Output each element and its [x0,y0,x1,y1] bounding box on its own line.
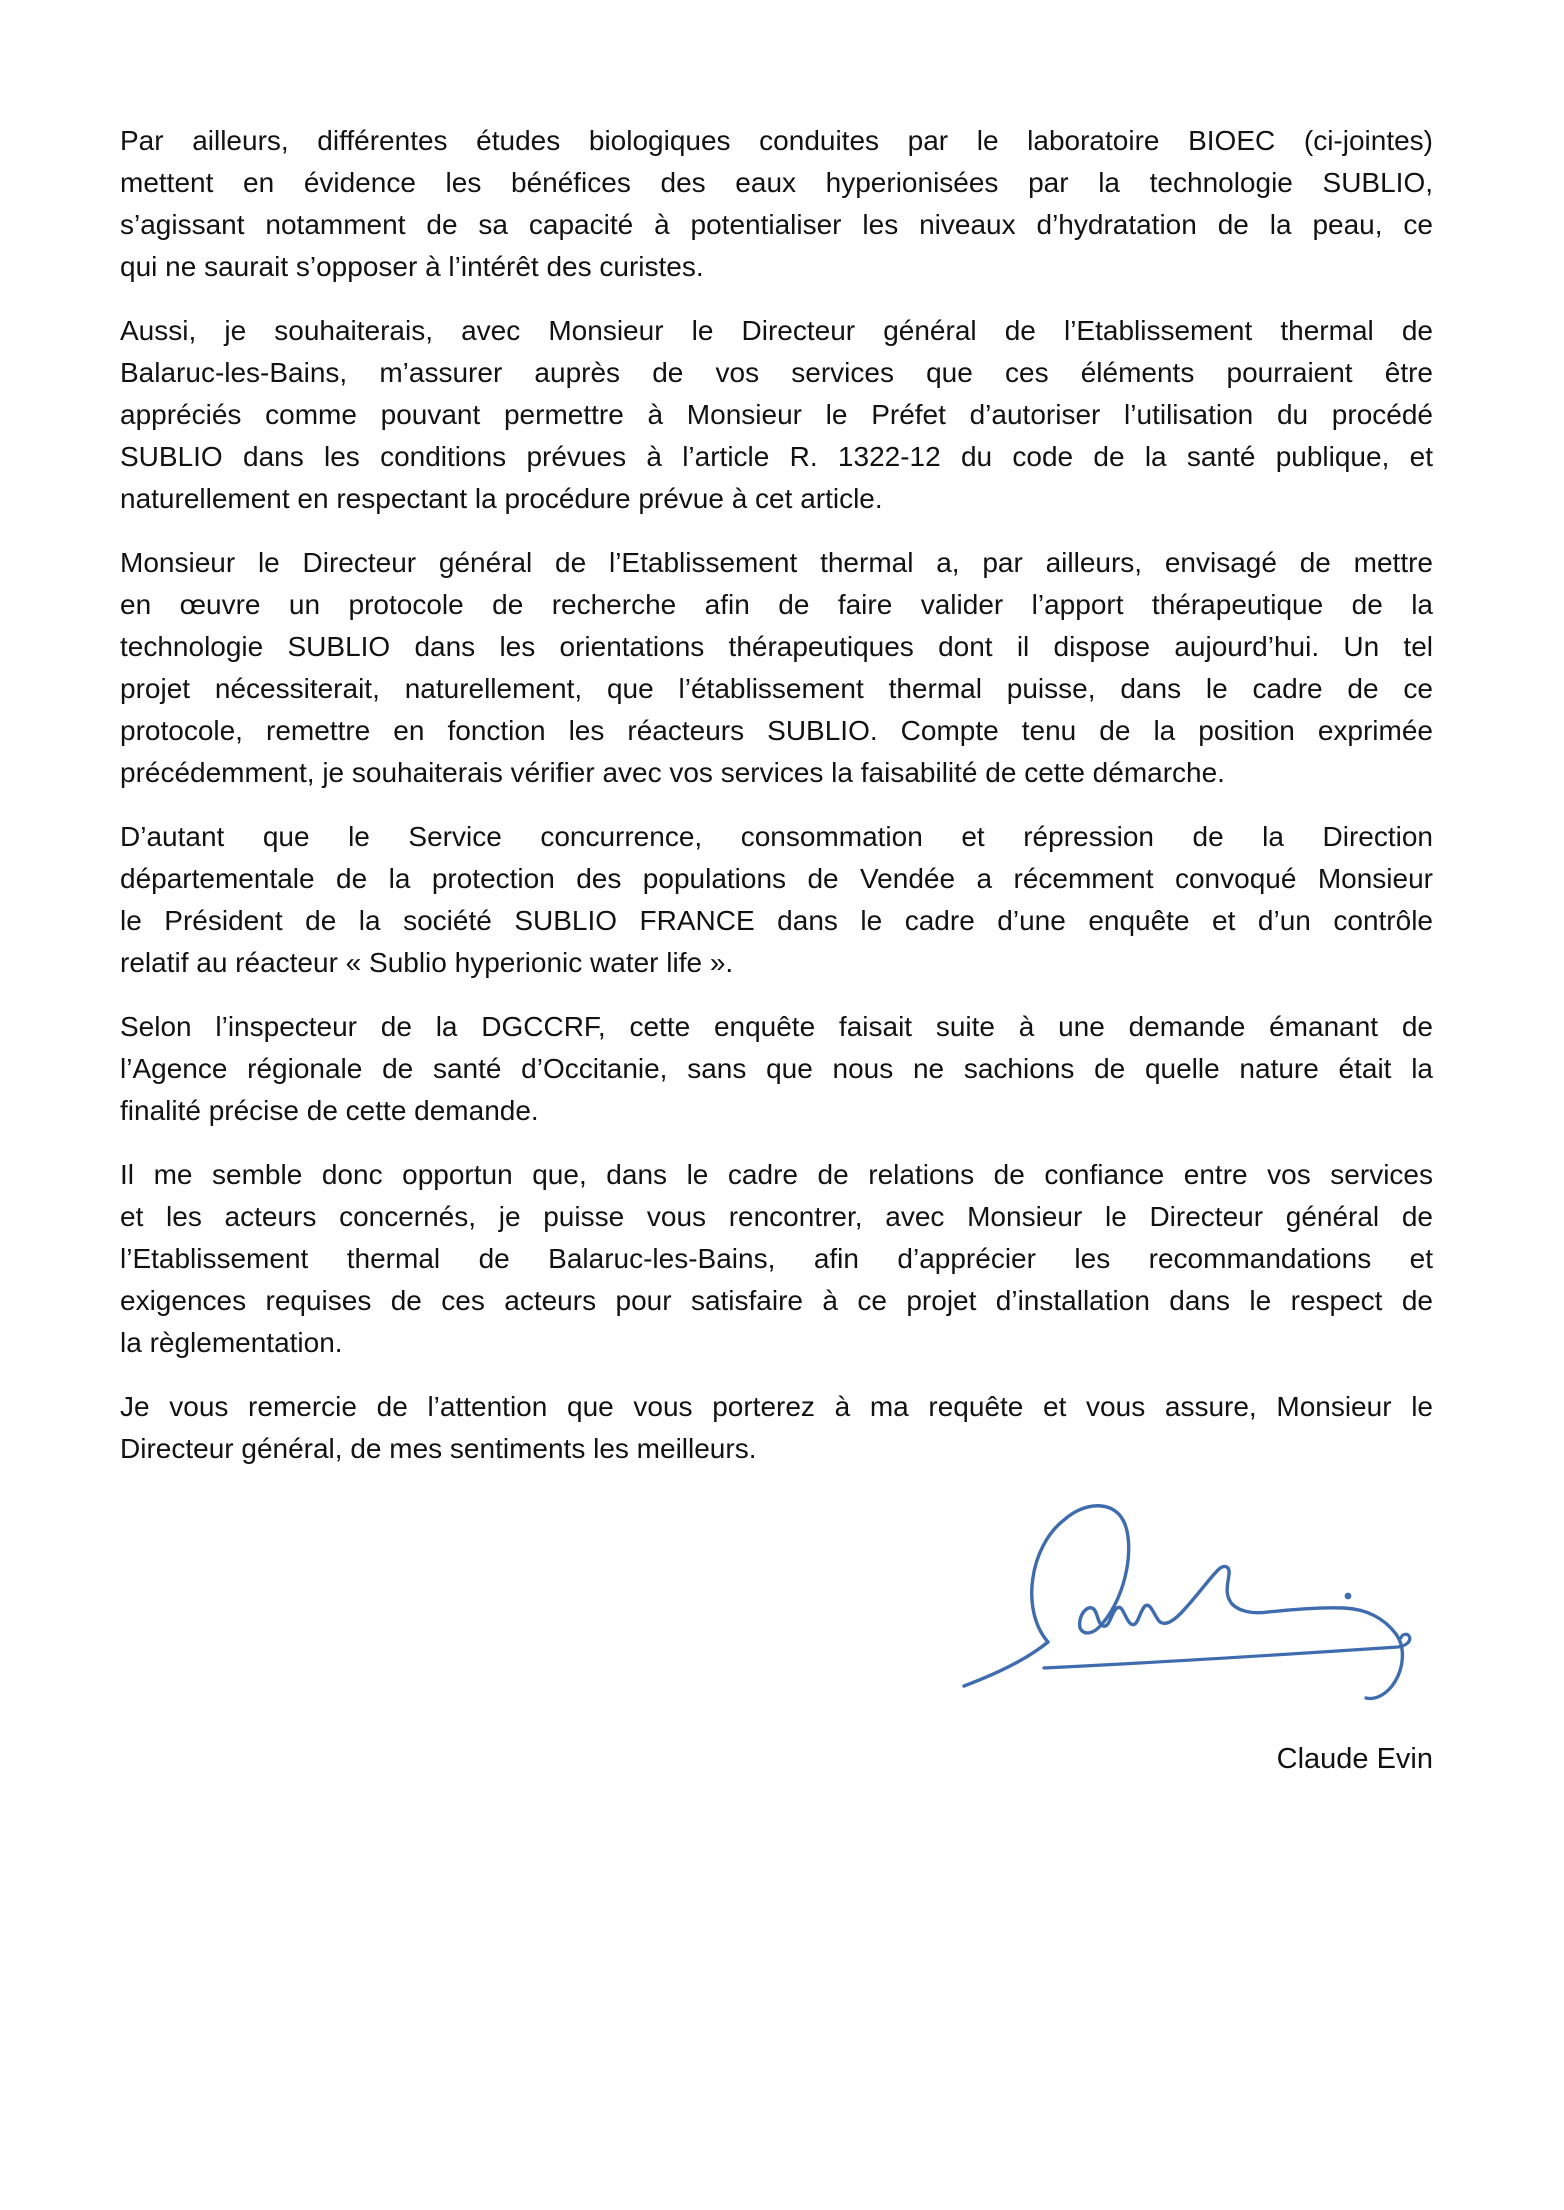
text-line: en œuvre un protocole de recherche afin de faire valider l’apport thérapeutique de la [120,589,1433,620]
text-line: appréciés comme pouvant permettre à Monsieur le Préfet d’autoriser l’utilisation du procédé [120,399,1433,430]
paragraph [120,120,1433,288]
text-line: Directeur général, de mes sentiments les meilleurs. [120,1433,757,1464]
text-line: technologie SUBLIO dans les orientations thérapeutiques dont il dispose aujourd’hui. Un tel [120,631,1433,662]
text-line: s’agissant notamment de sa capacité à potentialiser les niveaux d’hydratation de la peau, ce [120,209,1433,240]
text-line: l’Etablissement thermal de Balaruc-les-Bains, afin d’apprécier les recommandations et [120,1243,1433,1274]
text-line: l’Agence régionale de santé d’Occitanie, sans que nous ne sachions de quelle nature était la [120,1053,1433,1084]
text-line: exigences requises de ces acteurs pour satisfaire à ce projet d’installation dans le respect de [120,1285,1433,1316]
text-line: et les acteurs concernés, je puisse vous rencontrer, avec Monsieur le Directeur général de [120,1201,1433,1232]
text-line: Il me semble donc opportun que, dans le cadre de relations de confiance entre vos services [120,1159,1433,1190]
text-line: naturellement en respectant la procédure prévue à cet article. [120,483,883,514]
paragraph [120,310,1433,520]
paragraph [120,542,1433,794]
text-line: D’autant que le Service concurrence, consommation et répression de la Direction [120,821,1433,852]
paragraph [120,1006,1433,1132]
paragraph [120,816,1433,984]
text-line: la règlementation. [120,1327,343,1358]
handwritten-signature [948,1498,1448,1718]
paragraph [120,1386,1433,1470]
text-line: Selon l’inspecteur de la DGCCRF, cette enquête faisait suite à une demande émanant de [120,1011,1433,1042]
text-line: départementale de la protection des populations de Vendée a récemment convoqué Monsieur [120,863,1433,894]
text-line: qui ne saurait s’opposer à l’intérêt des curistes. [120,251,704,282]
letter-body [120,120,1433,1492]
text-line: projet nécessiterait, naturellement, que l’établissement thermal puisse, dans le cadre de ce [120,673,1433,704]
signer-name: Claude Evin [1276,1743,1433,1775]
text-line: Je vous remercie de l’attention que vous porterez à ma requête et vous assure, Monsieur le [120,1391,1433,1422]
text-line: le Président de la société SUBLIO FRANCE dans le cadre d’une enquête et d’un contrôle [120,905,1433,936]
text-line: SUBLIO dans les conditions prévues à l’article R. 1322-12 du code de la santé publique, et [120,441,1433,472]
text-line: protocole, remettre en fonction les réacteurs SUBLIO. Compte tenu de la position exprimée [120,715,1433,746]
text-line: mettent en évidence les bénéfices des eaux hyperionisées par la technologie SUBLIO, [120,167,1433,198]
text-line: finalité précise de cette demande. [120,1095,539,1126]
text-line: Balaruc-les-Bains, m’assurer auprès de vos services que ces éléments pourraient être [120,357,1433,388]
text-line: Aussi, je souhaiterais, avec Monsieur le Directeur général de l’Etablissement thermal de [120,315,1433,346]
text-line: Monsieur le Directeur général de l’Etablissement thermal a, par ailleurs, envisagé de mettre [120,547,1433,578]
signature-main-stroke [964,1506,1402,1699]
text-line: précédemment, je souhaiterais vérifier avec vos services la faisabilité de cette démarche. [120,757,1225,788]
paragraph [120,1154,1433,1364]
text-line: relatif au réacteur « Sublio hyperionic water life ». [120,947,734,978]
signature-underline-stroke [1044,1634,1410,1668]
signature-ink-dot [1345,1593,1352,1600]
text-line: Par ailleurs, différentes études biologiques conduites par le laboratoire BIOEC (ci-jointes) [120,125,1433,156]
